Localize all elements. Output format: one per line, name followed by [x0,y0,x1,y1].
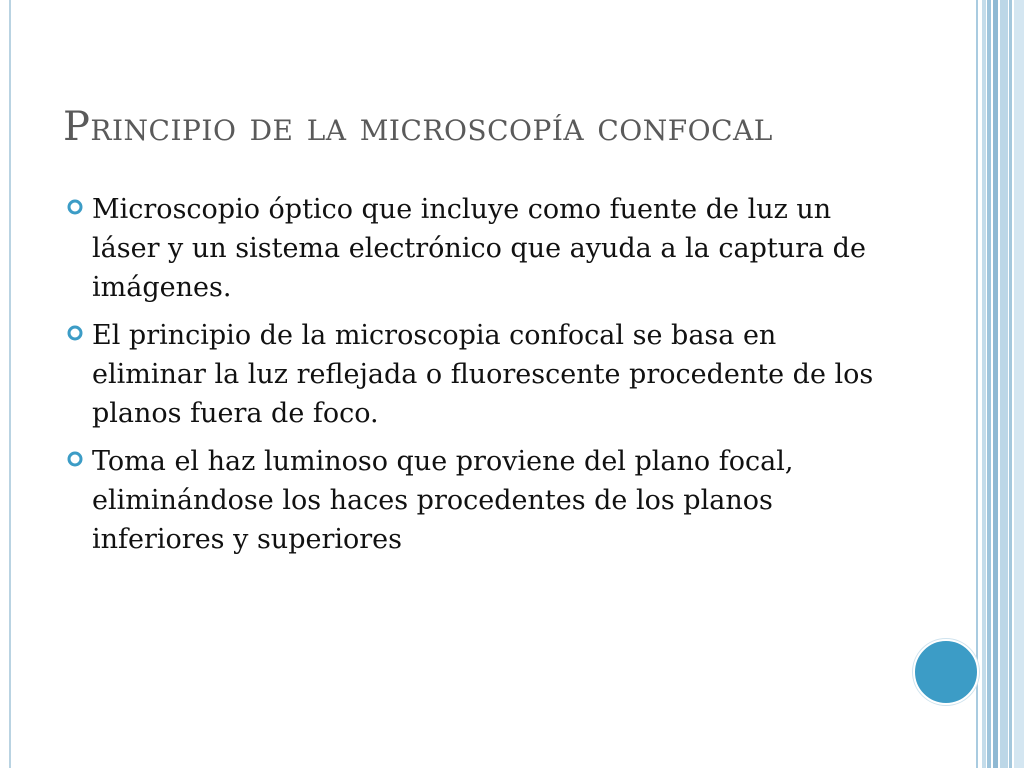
circle-bullet-icon [66,324,84,342]
bullet-text: Microscopio óptico que incluye como fuente de luz un láser y un sistema electrónico que ayuda a la captura de imágenes. [92,194,866,303]
decorative-stripe [993,0,998,768]
bullet-text: El principio de la microscopia confocal se basa en eliminar la luz reflejada o fluorescente procedente de los planos fuera de foco. [92,320,874,429]
bullet-item [62,316,882,433]
bullet-list [62,190,882,568]
decorative-stripe [1000,0,1008,768]
decorative-stripe [976,0,978,768]
decorative-stripe [982,0,986,768]
circle-bullet-icon [66,198,84,216]
circle-bullet-icon [66,450,84,468]
bullet-text: Toma el haz luminoso que proviene del plano focal, eliminándose los haces procedentes de los planos inferiores y superiores [92,446,794,555]
slide-title: Principio de la microscopía confocal [63,104,773,150]
bullet-item [62,190,882,307]
accent-circle [913,639,979,705]
decorative-stripe [1009,0,1012,768]
bullet-item [62,442,882,559]
decorative-stripe [987,0,991,768]
left-divider [9,0,11,768]
decorative-stripe [1014,0,1024,768]
